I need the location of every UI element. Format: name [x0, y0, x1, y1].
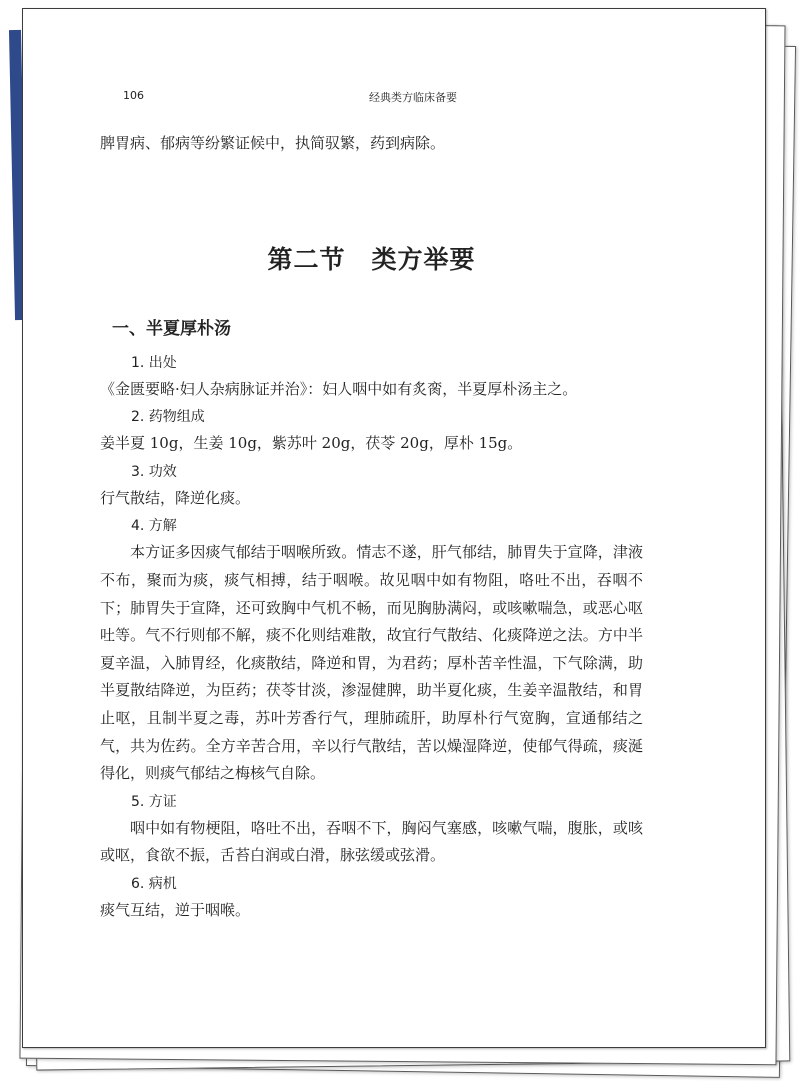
item-paragraph: 行气散结，降逆化痰。 — [100, 488, 251, 507]
subsection-heading: 一、半夏厚朴汤 — [112, 318, 231, 339]
running-header-title: 经典类方临床备要 — [369, 91, 457, 104]
item-heading: 5. 方证 — [131, 793, 177, 810]
item-paragraph: 本方证多因痰气郁结于咽喉所致。情志不遂，肝气郁结，肺胃失于宣降，津液不布，聚而为痰，痰气相搏，结于咽喉。故见咽中如有物阻，咯吐不出，吞咽不下；肺胃失于宣降，还可致胸中气机不畅，而见胸胁满闷，或咳嗽喘急，或恶心呕吐等。气不行则郁不解，痰不化则结难散，故宜行气散结、化痰降逆之法。方中半夏辛温，入肺胃经，化痰散结，降逆和胃，为君药；厚朴苦辛性温，下气除满，助半夏散结降逆，为臣药；茯苓甘淡，渗湿健脾，助半夏化痰，生姜辛温散结，和胃止呕，且制半夏之毒，苏叶芳香行气，理肺疏肝，助厚朴行气宽胸，宣通郁结之气，共为佐药。全方辛苦合用，辛以行气散结，苦以燥湿降逆，使郁气得疏，痰涎得化，则痰气郁结之梅核气自除。 — [100, 543, 643, 783]
item-heading: 1. 出处 — [131, 354, 177, 371]
item-paragraph: 咽中如有物梗阻，咯吐不出，吞咽不下，胸闷气塞感，咳嗽气喘，腹胀，或咳或呕，食欲不振，舌苔白润或白滑，脉弦缓或弦滑。 — [100, 818, 643, 865]
section-number: 第二节 — [267, 244, 346, 274]
page-number: 106 — [123, 89, 144, 102]
item-heading: 2. 药物组成 — [131, 409, 205, 426]
section-title: 类方举要 — [371, 244, 476, 274]
item-list — [100, 351, 643, 925]
item-heading: 6. 病机 — [131, 875, 177, 892]
item-paragraph: 《金匮要略·妇人杂病脉证并治》：妇人咽中如有炙脔，半夏厚朴汤主之。 — [100, 379, 578, 398]
item-paragraph: 姜半夏 10g，生姜 10g，紫苏叶 20g，茯苓 20g，厚朴 15g。 — [100, 434, 523, 453]
item-paragraph: 痰气互结，逆于咽喉。 — [100, 900, 251, 919]
opening-paragraph: 脾胃病、郁病等纷繁证候中，执简驭繁，药到病除。 — [100, 134, 446, 152]
section-heading — [100, 245, 643, 275]
item-heading: 4. 方解 — [131, 518, 177, 535]
page-content — [100, 130, 643, 925]
item-heading: 3. 功效 — [131, 463, 177, 480]
